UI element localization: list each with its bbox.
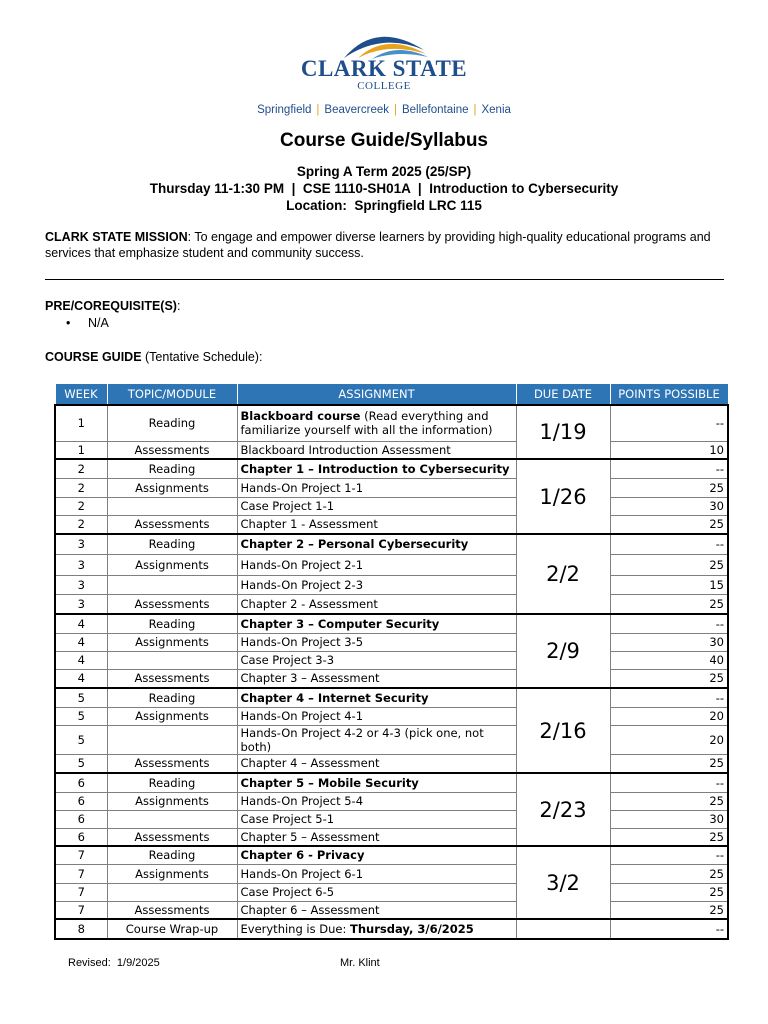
- topic-cell: [107, 575, 237, 594]
- week-cell: 4: [55, 633, 107, 651]
- assignment-text: Hands-On Project 2-3: [240, 577, 364, 592]
- assignment-text: Hands-On Project 4-2 or 4-3 (pick one, not both): [240, 725, 484, 754]
- week-cell: 1: [55, 441, 107, 459]
- campus-beavercreek: Beavercreek: [324, 104, 389, 116]
- assignment-cell: [237, 497, 516, 515]
- week-cell: 7: [55, 901, 107, 919]
- points-cell: 30: [610, 497, 728, 515]
- assignment-cell: [237, 707, 516, 725]
- week-cell: 2: [55, 478, 107, 497]
- table-row: [55, 459, 728, 478]
- assignment-cell: [237, 405, 516, 441]
- table-row: [55, 864, 728, 883]
- topic-cell: [107, 810, 237, 828]
- assignment-cell: [237, 633, 516, 651]
- schedule-body: [55, 405, 728, 939]
- schedule-table: [54, 383, 729, 940]
- assignment-text: Hands-On Project 1-1: [240, 480, 364, 495]
- prereq-heading: [45, 299, 180, 313]
- points-cell: 25: [610, 515, 728, 534]
- topic-cell: [107, 651, 237, 669]
- week-cell: 2: [55, 515, 107, 534]
- assignment-cell: [237, 534, 516, 554]
- table-row: [55, 828, 728, 846]
- assignment-cell: [237, 828, 516, 846]
- due-date-cell: 1/19: [516, 405, 610, 459]
- week-cell: 5: [55, 688, 107, 707]
- topic-cell: Assignments: [107, 792, 237, 810]
- topic-cell: Assignments: [107, 478, 237, 497]
- week-cell: 3: [55, 594, 107, 614]
- logo-subtitle: COLLEGE: [357, 80, 411, 92]
- assignment-text: (Read everything and familiarize yourself with all the information): [240, 409, 493, 438]
- topic-cell: Assessments: [107, 594, 237, 614]
- assignment-cell: [237, 651, 516, 669]
- topic-cell: Assessments: [107, 901, 237, 919]
- assignment-text: Case Project 6-5: [240, 885, 335, 899]
- assignment-text: Case Project 5-1: [240, 812, 335, 826]
- mission-label: CLARK STATE MISSION: [45, 230, 188, 244]
- assignment-cell: [237, 614, 516, 633]
- points-cell: 25: [610, 864, 728, 883]
- topic-cell: Reading: [107, 405, 237, 441]
- mission-text: : To engage and empower diverse learners by providing high-quality educational programs and services that emphasize student and community success.: [45, 230, 711, 260]
- assignment-text: Chapter 1 - Assessment: [240, 517, 378, 532]
- table-row: [55, 669, 728, 688]
- topic-cell: Reading: [107, 534, 237, 554]
- header-due-date: DUE DATE: [516, 384, 610, 406]
- table-row: [55, 515, 728, 534]
- table-row: [55, 883, 728, 901]
- due-date-cell: 2/16: [516, 688, 610, 773]
- assignment-text: Blackboard Introduction Assessment: [240, 442, 451, 457]
- campus-bellefontaine: Bellefontaine: [401, 104, 469, 116]
- assignment-text: Chapter 4 – Assessment: [240, 756, 380, 771]
- table-row: [55, 773, 728, 792]
- topic-cell: Assignments: [107, 864, 237, 883]
- points-cell: --: [610, 534, 728, 554]
- course-guide-note: (Tentative Schedule):: [141, 350, 263, 364]
- assignment-cell: [237, 459, 516, 478]
- topic-cell: Reading: [107, 614, 237, 633]
- points-cell: --: [610, 405, 728, 441]
- prereq-item: [66, 316, 109, 330]
- table-row: [55, 688, 728, 707]
- due-date-cell: 2/23: [516, 773, 610, 846]
- table-row: [55, 707, 728, 725]
- topic-cell: Assignments: [107, 707, 237, 725]
- table-row: [55, 534, 728, 554]
- week-cell: 2: [55, 459, 107, 478]
- topic-cell: [107, 497, 237, 515]
- topic-cell: [107, 883, 237, 901]
- assignment-bold-text: Chapter 2 – Personal Cybersecurity: [240, 537, 469, 552]
- location: Location: Springfield LRC 115: [286, 198, 482, 213]
- assignment-bold-text: Chapter 4 – Internet Security: [240, 690, 429, 705]
- week-cell: 5: [55, 707, 107, 725]
- assignment-text: Case Project 1-1: [240, 499, 335, 513]
- week-cell: 8: [55, 919, 107, 939]
- topic-cell: Reading: [107, 688, 237, 707]
- week-cell: 6: [55, 810, 107, 828]
- table-row: [55, 478, 728, 497]
- points-cell: 40: [610, 651, 728, 669]
- due-date-cell: [516, 919, 610, 939]
- session-info: Thursday 11-1:30 PM | CSE 1110-SH01A | Introduction to Cybersecurity: [149, 181, 619, 196]
- week-cell: 6: [55, 792, 107, 810]
- page-title: Course Guide/Syllabus: [280, 130, 488, 151]
- header-points: POINTS POSSIBLE: [610, 384, 728, 406]
- points-cell: 30: [610, 810, 728, 828]
- assignment-cell: [237, 515, 516, 534]
- course-guide-label: COURSE GUIDE: [45, 350, 142, 364]
- points-cell: 25: [610, 792, 728, 810]
- points-cell: 25: [610, 478, 728, 497]
- table-row: [55, 497, 728, 515]
- table-row: [55, 614, 728, 633]
- due-date-cell: 2/9: [516, 614, 610, 688]
- assignment-cell: [237, 810, 516, 828]
- week-cell: 4: [55, 614, 107, 633]
- assignment-text: Chapter 3 – Assessment: [240, 671, 380, 686]
- instructor-name: Mr. Klint: [340, 957, 380, 969]
- points-cell: 25: [610, 554, 728, 575]
- table-row: [55, 554, 728, 575]
- points-cell: 25: [610, 754, 728, 773]
- assignment-cell: [237, 575, 516, 594]
- assignment-text: Chapter 5 – Assessment: [240, 829, 380, 844]
- assignment-text: Chapter 2 - Assessment: [240, 596, 378, 611]
- assignment-cell: [237, 441, 516, 459]
- week-cell: 3: [55, 575, 107, 594]
- campus-xenia: Xenia: [481, 104, 511, 116]
- points-cell: 15: [610, 575, 728, 594]
- week-cell: 4: [55, 651, 107, 669]
- topic-cell: Course Wrap-up: [107, 919, 237, 939]
- week-cell: 2: [55, 497, 107, 515]
- term: Spring A Term 2025 (25/SP): [296, 164, 472, 179]
- topic-cell: [107, 725, 237, 754]
- prereq-value: N/A: [88, 316, 109, 330]
- due-date-cell: 1/26: [516, 459, 610, 534]
- week-cell: 5: [55, 725, 107, 754]
- table-row: [55, 754, 728, 773]
- week-cell: 7: [55, 864, 107, 883]
- assignment-cell: [237, 864, 516, 883]
- campus-springfield: Springfield: [257, 104, 312, 116]
- assignment-cell: [237, 688, 516, 707]
- points-cell: --: [610, 846, 728, 864]
- table-row: [55, 901, 728, 919]
- campus-separator: |: [316, 104, 320, 116]
- table-row: [55, 725, 728, 754]
- assignment-cell: [237, 883, 516, 901]
- assignment-text: Hands-On Project 5-4: [240, 794, 364, 808]
- assignment-bold-text: Chapter 3 – Computer Security: [240, 616, 440, 631]
- assignment-text: Hands-On Project 3-5: [240, 635, 364, 649]
- table-row: [55, 651, 728, 669]
- assignment-cell: [237, 669, 516, 688]
- topic-cell: Assignments: [107, 633, 237, 651]
- points-cell: 20: [610, 707, 728, 725]
- assignment-cell: [237, 792, 516, 810]
- week-cell: 4: [55, 669, 107, 688]
- points-cell: 25: [610, 883, 728, 901]
- table-row: [55, 792, 728, 810]
- week-cell: 3: [55, 554, 107, 575]
- week-cell: 6: [55, 828, 107, 846]
- points-cell: 25: [610, 669, 728, 688]
- week-cell: 1: [55, 405, 107, 441]
- assignment-cell: [237, 919, 516, 939]
- points-cell: 25: [610, 828, 728, 846]
- points-cell: --: [610, 688, 728, 707]
- week-cell: 3: [55, 534, 107, 554]
- week-cell: 7: [55, 883, 107, 901]
- table-row: [55, 594, 728, 614]
- header-assignment: ASSIGNMENT: [237, 384, 516, 406]
- assignment-bold-text: Thursday, 3/6/2025: [350, 922, 474, 936]
- course-info: [0, 163, 768, 214]
- points-cell: 20: [610, 725, 728, 754]
- points-cell: 25: [610, 901, 728, 919]
- college-logo: [0, 26, 768, 92]
- assignment-text: Everything is Due:: [240, 922, 351, 936]
- due-date-cell: 3/2: [516, 846, 610, 919]
- topic-cell: Reading: [107, 846, 237, 864]
- assignment-cell: [237, 554, 516, 575]
- table-row: [55, 441, 728, 459]
- week-cell: 6: [55, 773, 107, 792]
- assignment-text: Hands-On Project 2-1: [240, 557, 364, 572]
- due-date-cell: 2/2: [516, 534, 610, 614]
- topic-cell: Assessments: [107, 441, 237, 459]
- header-week: WEEK: [55, 384, 107, 406]
- campus-separator: |: [393, 104, 397, 116]
- table-row: [55, 810, 728, 828]
- table-row: [55, 575, 728, 594]
- campus-list: [0, 104, 768, 116]
- points-cell: 10: [610, 441, 728, 459]
- logo-name: CLARK STATE: [300, 56, 468, 81]
- table-row: [55, 919, 728, 939]
- table-row: [55, 633, 728, 651]
- revised-date: Revised: 1/9/2025: [68, 957, 160, 969]
- week-cell: 7: [55, 846, 107, 864]
- prereq-label: PRE/COREQUISITE(S): [45, 299, 177, 313]
- points-cell: 30: [610, 633, 728, 651]
- points-cell: --: [610, 614, 728, 633]
- points-cell: --: [610, 919, 728, 939]
- points-cell: --: [610, 459, 728, 478]
- table-row: [55, 405, 728, 441]
- assignment-cell: [237, 594, 516, 614]
- logo-arch-icon: [336, 26, 432, 60]
- prereq-colon: :: [176, 299, 181, 313]
- assignment-cell: [237, 846, 516, 864]
- assignment-text: Chapter 6 – Assessment: [240, 902, 380, 917]
- points-cell: 25: [610, 594, 728, 614]
- assignment-cell: [237, 754, 516, 773]
- bullet-icon: •: [66, 316, 71, 330]
- course-guide-heading: [45, 350, 262, 364]
- assignment-text: Case Project 3-3: [240, 653, 335, 667]
- assignment-text: Hands-On Project 6-1: [240, 866, 364, 881]
- mission-statement: [45, 229, 725, 261]
- divider: [45, 279, 724, 280]
- topic-cell: Assessments: [107, 669, 237, 688]
- assignment-cell: [237, 773, 516, 792]
- header-topic: TOPIC/MODULE: [107, 384, 237, 406]
- assignment-cell: [237, 901, 516, 919]
- table-header-row: [55, 384, 728, 406]
- assignment-text: Hands-On Project 4-1: [240, 709, 364, 723]
- topic-cell: Assignments: [107, 554, 237, 575]
- topic-cell: Assessments: [107, 754, 237, 773]
- assignment-bold-text: Chapter 1 – Introduction to Cybersecurity: [240, 461, 510, 476]
- assignment-cell: [237, 725, 516, 754]
- week-cell: 5: [55, 754, 107, 773]
- assignment-bold-text: Chapter 6 - Privacy: [240, 848, 365, 863]
- campus-separator: |: [473, 104, 477, 116]
- points-cell: --: [610, 773, 728, 792]
- topic-cell: Assessments: [107, 828, 237, 846]
- assignment-bold-text: Chapter 5 – Mobile Security: [240, 775, 419, 790]
- assignment-cell: [237, 478, 516, 497]
- table-row: [55, 846, 728, 864]
- topic-cell: Assessments: [107, 515, 237, 534]
- topic-cell: Reading: [107, 459, 237, 478]
- topic-cell: Reading: [107, 773, 237, 792]
- assignment-bold-text: Blackboard course: [240, 409, 361, 424]
